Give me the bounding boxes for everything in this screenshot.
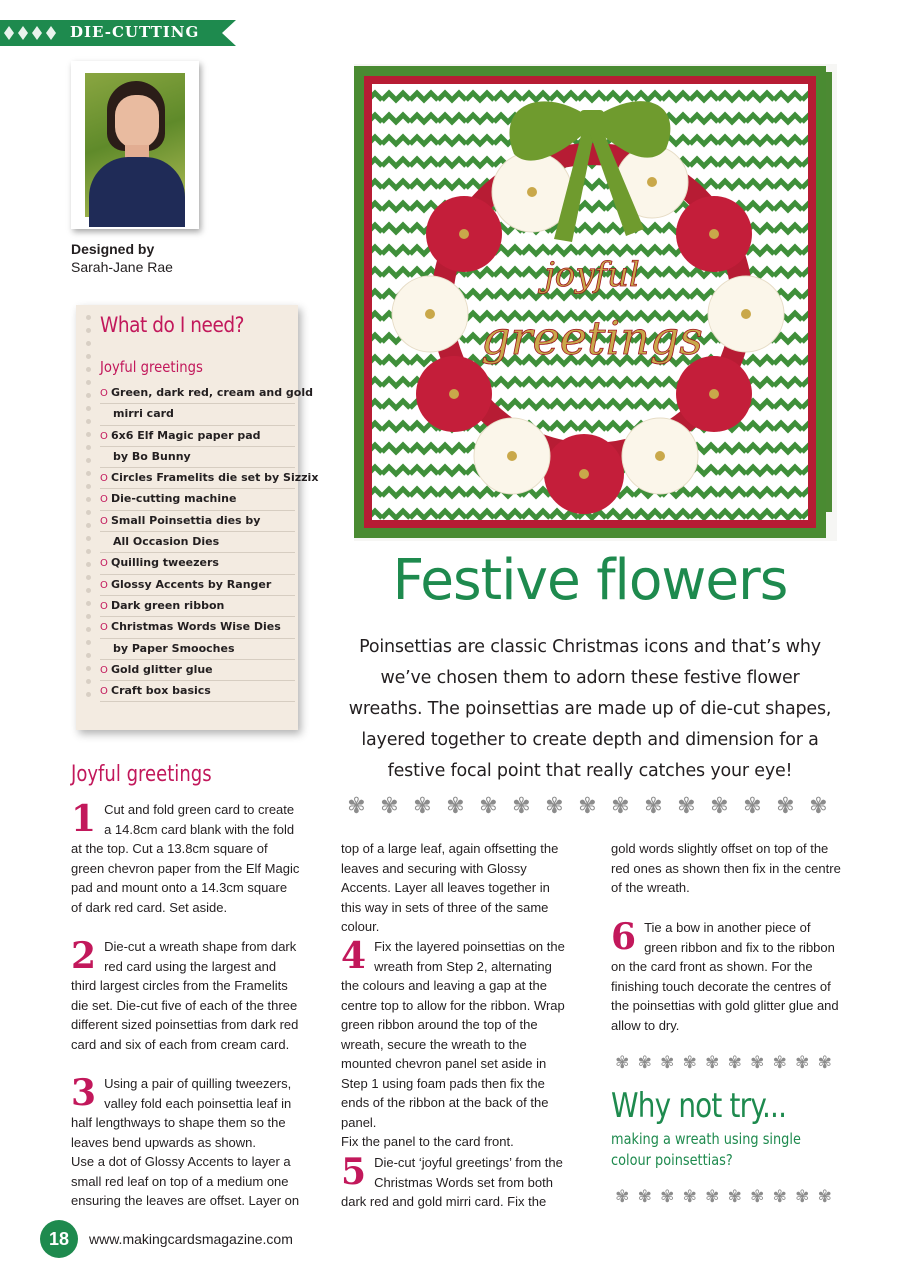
binder-hole	[86, 679, 91, 684]
binder-hole	[86, 380, 91, 385]
binder-hole	[86, 471, 91, 476]
binder-hole	[86, 445, 91, 450]
bullet-icon: O	[100, 686, 108, 698]
bullet-icon: O	[100, 600, 108, 612]
step-3-continued: top of a large leaf, again offsetting the leaves and securing with Glossy Accents. Layer all leaves together in this way in sets of three of the same colour.	[341, 841, 559, 934]
poinsettia-ornament-icon: ✾	[727, 1053, 742, 1073]
step-number: 1	[71, 798, 97, 840]
poinsettia-ornament-icon: ✾	[817, 1053, 832, 1073]
materials-item	[100, 426, 295, 447]
materials-item	[100, 681, 295, 702]
materials-item-text: Christmas Words Wise Dies	[111, 620, 281, 634]
poinsettia-ornament-icon: ✾	[743, 794, 762, 819]
standfirst: Poinsettias are classic Christmas icons and that’s why we’ve chosen them to adorn these festive flower wreaths. The poinsettias are made up of die-cut shapes, layered together to create depth and dimension for a festive focal point that really catches your eye!	[348, 637, 832, 781]
binder-hole	[86, 354, 91, 359]
materials-item-text: Glossy Accents by Ranger	[111, 577, 272, 591]
materials-item	[100, 468, 319, 489]
poinsettia-ornament-icon: ✾	[682, 1053, 697, 1073]
materials-item	[100, 660, 295, 681]
flower-divider-small	[611, 1184, 836, 1210]
binder-hole	[86, 653, 91, 658]
poinsettia-ornament-icon: ✾	[809, 794, 828, 819]
materials-item-text: Quilling tweezers	[111, 556, 219, 570]
materials-item-text: All Occasion Dies	[113, 535, 220, 549]
binder-hole	[86, 406, 91, 411]
materials-item-text: 6x6 Elf Magic paper pad	[111, 428, 261, 442]
materials-item-text: Gold glitter glue	[111, 662, 213, 676]
step-6-text: Tie a bow in another piece of green ribbon and fix to the ribbon on the card front as shown. For the finishing touch decorate the centres of the poinsettias with gold glitter glue and allow to dry.	[611, 920, 839, 1033]
binder-hole	[86, 692, 91, 697]
step-1	[71, 800, 301, 917]
binder-hole	[86, 601, 91, 606]
why-not-try-text: making a wreath using single colour poinsettias?	[611, 1130, 801, 1169]
materials-item	[100, 383, 314, 404]
flower-divider	[340, 794, 835, 820]
materials-item	[100, 639, 295, 660]
materials-item	[100, 404, 295, 425]
poinsettia-ornament-icon: ✾	[705, 1053, 720, 1073]
step-5-text: Die-cut ‘joyful greetings’ from the Christmas Words set from both dark red and gold mirri card. Fix the	[341, 1155, 563, 1209]
poinsettia-ornament-icon: ✾	[660, 1187, 675, 1207]
materials-item	[100, 617, 295, 638]
poinsettia-ornament-icon: ✾	[615, 1187, 630, 1207]
materials-item	[100, 553, 295, 574]
step-number: 3	[71, 1072, 97, 1114]
bullet-icon: O	[100, 494, 108, 506]
binder-hole	[86, 588, 91, 593]
poinsettia-ornament-icon: ✾	[776, 794, 795, 819]
binder-hole	[86, 575, 91, 580]
designer-name: Sarah-Jane Rae	[71, 259, 173, 275]
step-number: 5	[341, 1151, 367, 1193]
poinsettia-ornament-icon: ✾	[413, 794, 432, 819]
binder-hole	[86, 666, 91, 671]
poinsettia-ornament-icon: ✾	[750, 1187, 765, 1207]
materials-item-text: Die-cutting machine	[111, 492, 237, 506]
poinsettia-ornament-icon: ✾	[637, 1187, 652, 1207]
step-1-text: Cut and fold green card to create a 14.8cm card blank with the fold at the top. Cut a 13.8cm square of green chevron paper from the Elf Magic pad and mount onto a 14.3cm square of dark red card. Set aside.	[71, 802, 300, 915]
materials-item	[100, 511, 295, 532]
poinsettia-ornament-icon: ✾	[772, 1187, 787, 1207]
designed-by-label: Designed by	[71, 241, 155, 257]
binder-hole	[86, 562, 91, 567]
materials-item-text: by Paper Smooches	[113, 641, 235, 655]
poinsettia-ornament-icon: ✾	[727, 1187, 742, 1207]
materials-item-text: Craft box basics	[111, 684, 211, 698]
page-number: 18	[40, 1220, 78, 1258]
materials-item	[100, 489, 295, 510]
materials-list	[100, 383, 319, 702]
section-tag	[0, 20, 230, 46]
materials-item	[100, 532, 295, 553]
poinsettia-ornament-icon: ✾	[446, 794, 465, 819]
poinsettia-ornament-icon: ✾	[660, 1053, 675, 1073]
step-3-text: Using a pair of quilling tweezers, valley fold each poinsettia leaf in half lengthways to shape them so the leaves bend upwards as shown.	[71, 1076, 292, 1150]
poinsettia-ornament-icon: ✾	[772, 1053, 787, 1073]
binder-hole	[86, 640, 91, 645]
step-number: 6	[611, 916, 637, 958]
materials-subtitle: Joyful greetings	[100, 358, 203, 376]
binder-hole	[86, 432, 91, 437]
binder-hole	[86, 367, 91, 372]
poinsettia-ornament-icon: ✾	[817, 1187, 832, 1207]
poinsettia-ornament-icon: ✾	[479, 794, 498, 819]
bullet-icon: O	[100, 515, 108, 527]
card-photo	[354, 64, 837, 541]
step-4	[341, 937, 571, 1152]
bullet-icon: O	[100, 473, 108, 485]
bullet-icon: O	[100, 388, 108, 399]
poinsettia-ornament-icon: ✾	[705, 1187, 720, 1207]
poinsettia-ornament-icon: ✾	[795, 1053, 810, 1073]
bullet-icon: O	[100, 664, 108, 676]
binder-hole	[86, 341, 91, 346]
designer-photo	[71, 61, 199, 229]
binder-hole	[86, 536, 91, 541]
headline: Festive flowers	[392, 548, 788, 613]
step-number: 4	[341, 935, 367, 977]
poinsettia-ornament-icon: ✾	[578, 794, 597, 819]
poinsettia-ornament-icon: ✾	[682, 1187, 697, 1207]
binder-holes	[86, 315, 92, 715]
materials-item	[100, 596, 295, 617]
poinsettia-ornament-icon: ✾	[677, 794, 696, 819]
binder-hole	[86, 523, 91, 528]
materials-item	[100, 447, 295, 468]
poinsettia-ornament-icon: ✾	[611, 794, 630, 819]
binder-hole	[86, 627, 91, 632]
poinsettia-ornament-icon: ✾	[512, 794, 531, 819]
poinsettia-ornament-icon: ✾	[710, 794, 729, 819]
poinsettia-ornament-icon: ✾	[637, 1053, 652, 1073]
binder-hole	[86, 315, 91, 320]
step-4-text-continued: Fix the panel to the card front.	[341, 1134, 514, 1149]
binder-hole	[86, 328, 91, 333]
step-5	[341, 1153, 571, 1212]
materials-item-text: by Bo Bunny	[113, 449, 191, 463]
step-2-text: Die-cut a wreath shape from dark red card using the largest and third largest circles from the Framelits die set. Die-cut five of each of the three different sized poinsettias from dark red card and six of each from cream card.	[71, 939, 299, 1052]
step-5-continued: gold words slightly offset on top of the red ones as shown then fix in the centre of the wreath.	[611, 841, 841, 895]
binder-hole	[86, 484, 91, 489]
poinsettia-ornament-icon: ✾	[795, 1187, 810, 1207]
materials-item-text: mirri card	[113, 407, 174, 421]
step-6	[611, 918, 843, 1035]
step-2	[71, 937, 301, 1054]
poinsettia-ornament-icon: ✾	[347, 794, 366, 819]
bullet-icon: O	[100, 558, 108, 570]
poinsettia-ornament-icon: ✾	[644, 794, 663, 819]
section-tag-label: DIE-CUTTING	[70, 23, 200, 41]
materials-item-text: Green, dark red, cream and gold	[111, 386, 314, 399]
bullet-icon: O	[100, 579, 108, 591]
materials-item-text: Dark green ribbon	[111, 598, 225, 612]
step-3-text-continued: Use a dot of Glossy Accents to layer a small red leaf on top of a medium one ensuring the leaves are offset. Layer on	[71, 1154, 300, 1208]
binder-hole	[86, 458, 91, 463]
binder-hole	[86, 510, 91, 515]
step-3	[71, 1074, 301, 1211]
card-word-greetings: greetings	[481, 311, 703, 365]
step-number: 2	[71, 935, 97, 977]
bullet-icon: O	[100, 622, 108, 634]
flower-divider-small	[611, 1050, 836, 1076]
materials-item-text: Circles Framelits die set by Sizzix	[111, 471, 319, 485]
binder-hole	[86, 419, 91, 424]
card-word-joyful: joyful	[544, 255, 640, 295]
binder-hole	[86, 614, 91, 619]
binder-hole	[86, 497, 91, 502]
poinsettia-ornament-icon: ✾	[750, 1053, 765, 1073]
bullet-icon: O	[100, 430, 108, 442]
poinsettia-ornament-icon: ✾	[615, 1053, 630, 1073]
binder-hole	[86, 393, 91, 398]
materials-item	[100, 575, 295, 596]
materials-title: What do I need?	[100, 313, 245, 337]
materials-item-text: Small Poinsettia dies by	[111, 513, 261, 527]
project-title: Joyful greetings	[71, 762, 212, 787]
binder-hole	[86, 549, 91, 554]
why-not-try-title: Why not try...	[611, 1086, 787, 1126]
step-4-text: Fix the layered poinsettias on the wreath from Step 2, alternating the colours and leaving a gap at the centre top to allow for the ribbon. Wrap green ribbon around the top of the wreath, secure the wreath to the mounted chevron panel set aside in Step 1 using foam pads then fix the ends of the ribbon at the back of the panel.	[341, 939, 565, 1130]
wreath-card-image	[354, 64, 837, 541]
website-url: www.makingcardsmagazine.com	[89, 1231, 293, 1247]
poinsettia-ornament-icon: ✾	[545, 794, 564, 819]
poinsettia-ornament-icon: ✾	[380, 794, 399, 819]
